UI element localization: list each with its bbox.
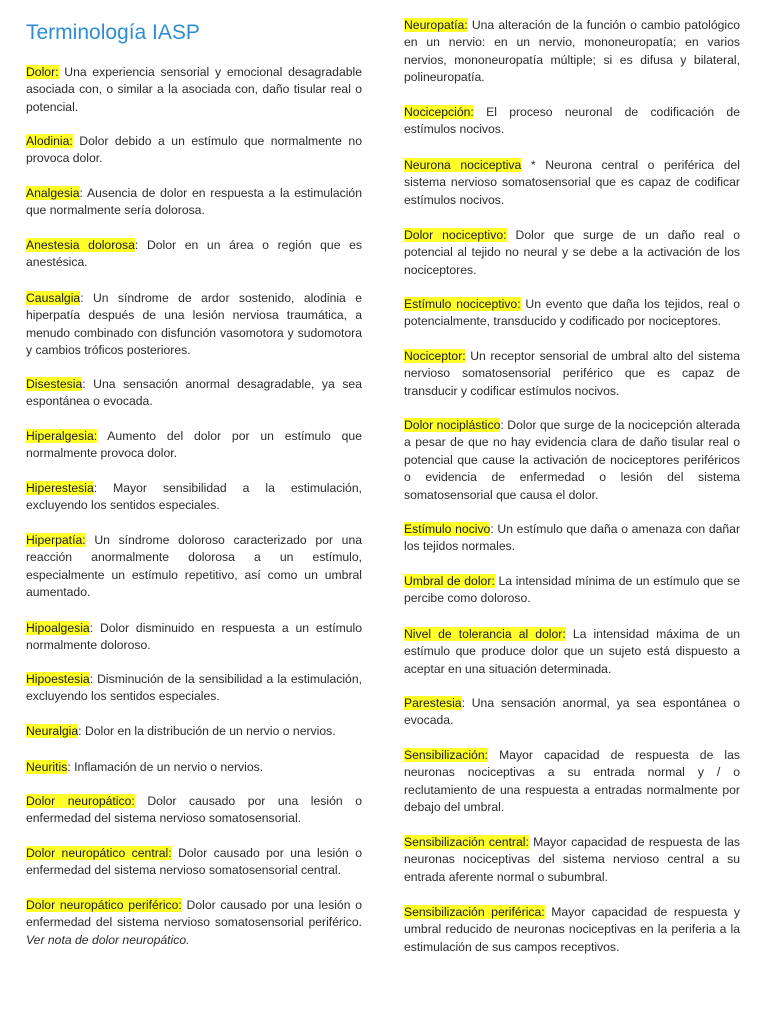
term-entry-alodinia <box>26 133 362 168</box>
term-entry-neurona-nociceptiva <box>404 157 740 209</box>
term-entry-nociceptor <box>404 348 740 400</box>
term-definition: Dolor debido a un estímulo que normalmente no provoca dolor. <box>26 134 362 166</box>
term-definition: Dolor que surge de un daño real o potencial al tejido no neural y se debe a la activación de los nociceptores. <box>404 228 740 277</box>
term-label: Hiperpatía: <box>26 533 86 547</box>
term-label: Estímulo nocivo <box>404 522 491 536</box>
term-label: Hiperalgesia: <box>26 429 98 443</box>
term-label: Umbral de dolor: <box>404 574 495 588</box>
term-definition: Una alteración de la función o cambio patológico en un nervio: en un nervio, mononeuropatía; en varios nervios, mononeuropatía múltiple; si es difusa y bilateral, polineuropatía. <box>404 18 740 85</box>
term-entry-dolor-nociplastico <box>404 417 740 504</box>
term-definition: El proceso neuronal de codificación de estímulos nocivos. <box>404 105 740 137</box>
term-definition: : Dolor en un área o región que es anestésica. <box>26 238 362 270</box>
term-entry-nocicepcion <box>404 104 740 139</box>
term-label: Dolor nociplástico <box>404 418 501 432</box>
term-entry-dolor-neuropatico-periferico <box>26 897 362 949</box>
term-definition: Un síndrome doloroso caracterizado por una reacción anormalmente dolorosa a un estímulo, especialmente un estímulo repetitivo, así como un umbral aumentado. <box>26 533 362 600</box>
term-label: Analgesia <box>26 186 80 200</box>
term-entry-hiperalgesia <box>26 428 362 463</box>
term-entry-estimulo-nocivo <box>404 521 740 556</box>
term-label: Anestesia dolorosa <box>26 238 135 252</box>
term-note: Ver nota de dolor neuropático. <box>26 932 190 947</box>
term-label: Neuritis <box>26 760 68 774</box>
term-entry-hipoestesia <box>26 671 362 706</box>
term-definition: Un evento que daña los tejidos, real o potencialmente, transducido y codificado por nociceptores. <box>404 297 740 329</box>
term-definition: Una experiencia sensorial y emocional desagradable asociada con, o similar a la asociada con, daño tisular real o potencial. <box>26 65 362 114</box>
term-definition: : Una sensación anormal, ya sea espontánea o evocada. <box>404 696 740 728</box>
term-label: Neurona nociceptiva <box>404 158 522 172</box>
term-entry-dolor-neuropatico-central <box>26 845 362 880</box>
term-entry-dolor-nociceptivo <box>404 227 740 279</box>
term-definition: : Un síndrome de ardor sostenido, alodinia e hiperpatía después de una lesión nerviosa traumática, a menudo combinado con disfunción vasomotora y sudomotora y cambios tróficos posteriores. <box>26 291 362 358</box>
term-entry-neuritis <box>26 759 362 776</box>
term-definition: : Un estímulo que daña o amenaza con dañar los tejidos normales. <box>404 522 740 554</box>
term-label: Dolor nociceptivo: <box>404 228 507 242</box>
term-entry-neuropatia <box>404 17 740 87</box>
term-entry-sensibilizacion-periferica <box>404 904 740 956</box>
term-label: Disestesia <box>26 377 83 391</box>
term-definition: : Inflamación de un nervio o nervios. <box>67 760 264 774</box>
term-label: Nocicepción: <box>404 105 474 119</box>
page-title: Terminología IASP <box>26 21 200 44</box>
term-label: Nivel de tolerancia al dolor: <box>404 627 566 641</box>
term-entry-neuralgia <box>26 723 362 740</box>
term-definition: Dolor causado por una lesión o enfermedad del sistema nervioso somatosensorial periférico. <box>26 898 362 930</box>
term-label: Hipoestesia <box>26 672 90 686</box>
term-label: Parestesia <box>404 696 462 710</box>
term-label: Hipoalgesia <box>26 621 90 635</box>
term-entry-dolor <box>26 64 362 116</box>
term-label: Sensibilización central: <box>404 835 529 849</box>
term-definition: La intensidad mínima de un estímulo que se percibe como doloroso. <box>404 574 740 606</box>
term-definition: Dolor causado por una lesión o enfermedad del sistema nervioso somatosensorial central. <box>26 846 363 878</box>
term-entry-disestesia <box>26 376 362 411</box>
term-label: Hiperestesia <box>26 481 94 495</box>
term-label: Neuropatía: <box>404 18 468 32</box>
term-label: Alodinia: <box>26 134 73 148</box>
term-definition: Mayor capacidad de respuesta de las neuronas nociceptivas a su entrada normal y / o reclutamiento de una respuesta a entradas normalmente por debajo del umbral. <box>404 748 740 815</box>
term-label: Dolor neuropático central: <box>26 846 172 860</box>
term-entry-umbral-de-dolor <box>404 573 740 608</box>
term-entry-causalgia <box>26 290 362 360</box>
term-entry-dolor-neuropatico <box>26 793 362 828</box>
term-label: Neuralgia <box>26 724 79 738</box>
term-label: Causalgia <box>26 291 81 305</box>
term-definition: : Dolor que surge de la nocicepción alterada a pesar de que no hay evidencia clara de daño tisular real o potencial que cause la activación de nociceptores periféricos o evidencia de enfermedad o lesión del sistema somatosensorial que causa el dolor. <box>404 418 740 502</box>
term-entry-anestesia-dolorosa <box>26 237 362 272</box>
term-definition: : Disminución de la sensibilidad a la estimulación, excluyendo los sentidos especiales. <box>26 672 362 704</box>
term-definition: : Mayor sensibilidad a la estimulación, excluyendo los sentidos especiales. <box>26 481 362 513</box>
term-definition: : Una sensación anormal desagradable, ya sea espontánea o evocada. <box>26 377 362 409</box>
term-definition: Un receptor sensorial de umbral alto del sistema nervioso somatosensorial periférico que es capaz de transducir y codificar estímulos nocivos. <box>404 349 740 398</box>
term-definition: * Neurona central o periférica del sistema nervioso somatosensorial que es capaz de codificar estímulos nocivos. <box>404 158 740 207</box>
term-label: Nociceptor: <box>404 349 466 363</box>
term-entry-parestesia <box>404 695 740 730</box>
term-definition: Dolor causado por una lesión o enfermedad del sistema nervioso somatosensorial. <box>26 794 362 826</box>
term-entry-hiperpatia <box>26 532 362 602</box>
term-entry-hipoalgesia <box>26 620 362 655</box>
term-entry-estimulo-nociceptivo <box>404 296 740 331</box>
term-label: Estímulo nociceptivo: <box>404 297 521 311</box>
term-definition: La intensidad máxima de un estímulo que produce dolor que un sujeto está dispuesto a aceptar en una situación determinada. <box>404 627 740 676</box>
term-definition: : Ausencia de dolor en respuesta a la estimulación que normalmente sería dolorosa. <box>26 186 362 218</box>
term-label: Dolor: <box>26 65 59 79</box>
term-entry-nivel-de-tolerancia <box>404 626 740 678</box>
term-definition: : Dolor en la distribución de un nervio o nervios. <box>78 724 336 738</box>
term-label: Dolor neuropático periférico: <box>26 898 182 912</box>
term-entry-sensibilizacion-central <box>404 834 740 886</box>
term-definition: Mayor capacidad de respuesta de las neuronas nociceptivas del sistema nervioso central a su entrada aferente normal o subumbral. <box>404 835 740 884</box>
term-label: Sensibilización: <box>404 748 489 762</box>
term-entry-sensibilizacion <box>404 747 740 817</box>
term-label: Sensibilización periférica: <box>404 905 545 919</box>
term-entry-analgesia <box>26 185 362 220</box>
term-definition: : Dolor disminuido en respuesta a un estímulo normalmente doloroso. <box>26 621 362 653</box>
term-entry-hiperestesia <box>26 480 362 515</box>
term-label: Dolor neuropático: <box>26 794 135 808</box>
term-definition: Aumento del dolor por un estímulo que normalmente provoca dolor. <box>26 429 362 461</box>
term-definition: Mayor capacidad de respuesta y umbral reducido de neuronas nociceptivas en la periferia a la estimulación de sus campos receptivos. <box>404 905 741 954</box>
